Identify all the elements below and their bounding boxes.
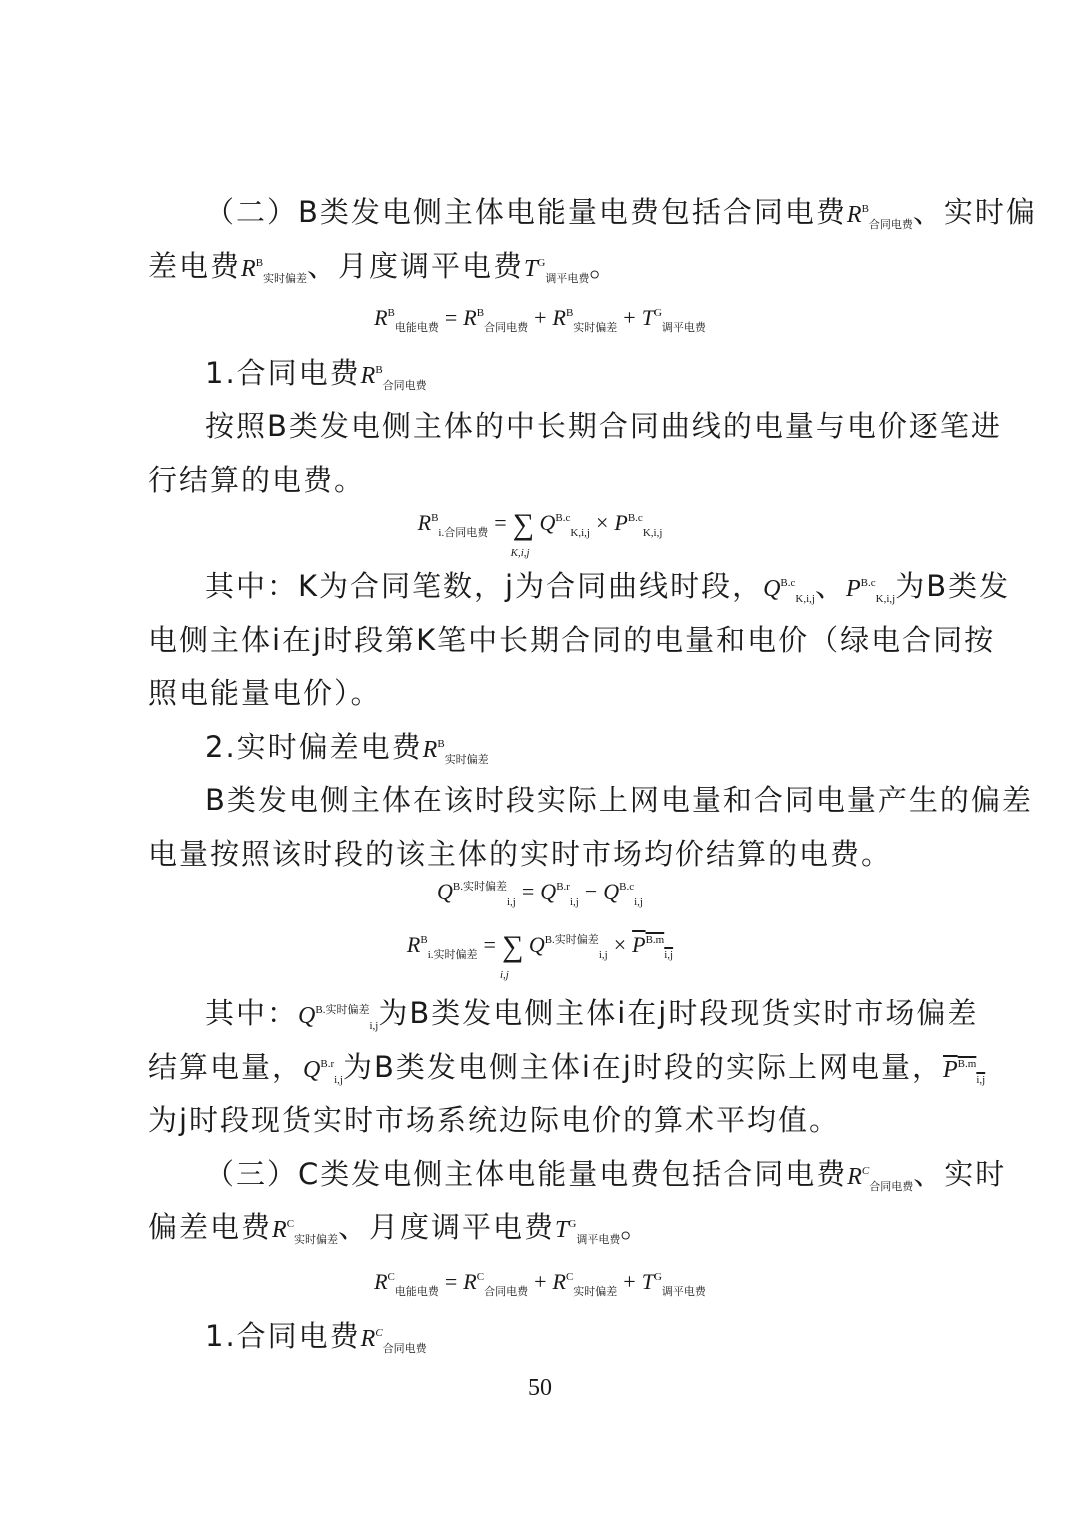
math-P-Bm-ij: $P^{B.m}_{i,j}$ <box>943 1057 986 1086</box>
math-R-B-contract: $R^B_{合同电费}$ <box>360 363 427 392</box>
math-Q-Br-ij: $Q^{B.r}_{i,j}$ <box>303 1057 343 1086</box>
section-1-note-2: 电侧主体i在j时段第K笔中长期合同的电量和电价（绿电合同按 <box>148 623 996 657</box>
section-1-note-1: 其中：K为合同笔数，j为合同曲线时段，$Q^{B.c}_{K,i,j}$、$P^{B.c}_{K,i,j}$为B类发 <box>205 566 1010 609</box>
text: 、月度调平电费 <box>307 249 525 283</box>
formula-R-realtime-fee: $R^B_{i.实时偏差}$ = ∑ i,j $Q^{B.实时偏差}_{i,j} \times P^{B.m}_{i,j}$ <box>406 930 674 981</box>
math-R-B-realtime: $R^B_{实时偏差}$ <box>241 256 308 285</box>
section-2-note-3: 为j时段现货实时市场系统边际电价的算术平均值。 <box>148 1103 841 1137</box>
math-Q-B-realtime-ij: $Q^{B.实时偏差}_{i,j}$ <box>298 1003 379 1032</box>
text: 差电费 <box>148 249 242 283</box>
section-2-note-2: 结算电量，$Q^{B.r}_{i,j}$为B类发电侧主体i在j时段的实际上网电量，$P^{B.m}_{i,j}$ <box>148 1047 985 1090</box>
math-R-C-contract: $R^C_{合同电费}$ <box>360 1326 427 1355</box>
formula-Q-realtime-deviation: $Q^{B.实时偏差}_{i,j} = Q^{B.r}_{i,j} - Q^{B.c}_{i,j}$ <box>437 879 643 908</box>
math-R-C-realtime: $R^C_{实时偏差}$ <box>272 1217 339 1246</box>
math-R-B-realtime: $R^B_{实时偏差}$ <box>422 737 489 766</box>
text: 。 <box>589 249 621 283</box>
math-T-G-balance: $T^G_{调平电费}$ <box>524 256 590 285</box>
section-1-body-2: 行结算的电费。 <box>148 463 366 497</box>
section-2-note-1: 其中：$Q^{B.实时偏差}_{i,j}$为B类发电侧主体i在j时段现货实时市场偏差 <box>205 993 978 1036</box>
math-Q-Bc-Kij: $Q^{B.c}_{K,i,j}$ <box>763 576 815 605</box>
math-R-C-contract: $R^C_{合同电费}$ <box>847 1164 914 1193</box>
text: 、实时偏 <box>912 195 1037 229</box>
section-2-body-1: B类发电侧主体在该时段实际上网电量和合同电量产生的偏差 <box>205 783 1033 817</box>
section-1-body-1: 按照B类发电侧主体的中长期合同曲线的电量与电价逐笔进 <box>205 409 1002 443</box>
section-2-title: 2.实时偏差电费$R^B_{实时偏差}$ <box>205 727 489 770</box>
section-2-body-2: 电量按照该时段的该主体的实时市场均价结算的电费。 <box>148 837 893 871</box>
formula-B-energy-fee: $R^B_{电能电费} = R^B_{合同电费} + R^B_{实时偏差} + T^G_{调平电费}$ <box>374 305 706 334</box>
math-P-Bc-Kij: $P^{B.c}_{K,i,j}$ <box>845 576 896 605</box>
math-R-B-contract: $R^B_{合同电费}$ <box>846 202 913 231</box>
para-2-line-2 <box>148 246 620 289</box>
section-1-note-3: 照电能量电价）。 <box>148 676 382 710</box>
section-1-title: 1.合同电费$R^B_{合同电费}$ <box>205 353 427 396</box>
para-3-line-2: 偏差电费$R^C_{实时偏差}$、月度调平电费$T^G_{调平电费}$。 <box>148 1207 651 1250</box>
formula-C-energy-fee: $R^C_{电能电费} = R^C_{合同电费} + R^C_{实时偏差} + T^G_{调平电费}$ <box>374 1269 706 1298</box>
math-T-G-balance: $T^G_{调平电费}$ <box>555 1217 621 1246</box>
page-number: 50 <box>528 1375 552 1401</box>
section-3-title: 1.合同电费$R^C_{合同电费}$ <box>205 1316 427 1359</box>
para-2-line-1 <box>205 192 1037 235</box>
para-3-line-1: （三）C类发电侧主体电能量电费包括合同电费$R^C_{合同电费}$、实时 <box>205 1154 1006 1197</box>
formula-B-contract-fee: $R^B_{i.合同电费}$ = ∑ K,i,j $Q^{B.c}_{K,i,j} \times P^{B.c}_{K,i,j}$ <box>417 508 663 559</box>
text: （二）B类发电侧主体电能量电费包括合同电费 <box>205 195 847 229</box>
